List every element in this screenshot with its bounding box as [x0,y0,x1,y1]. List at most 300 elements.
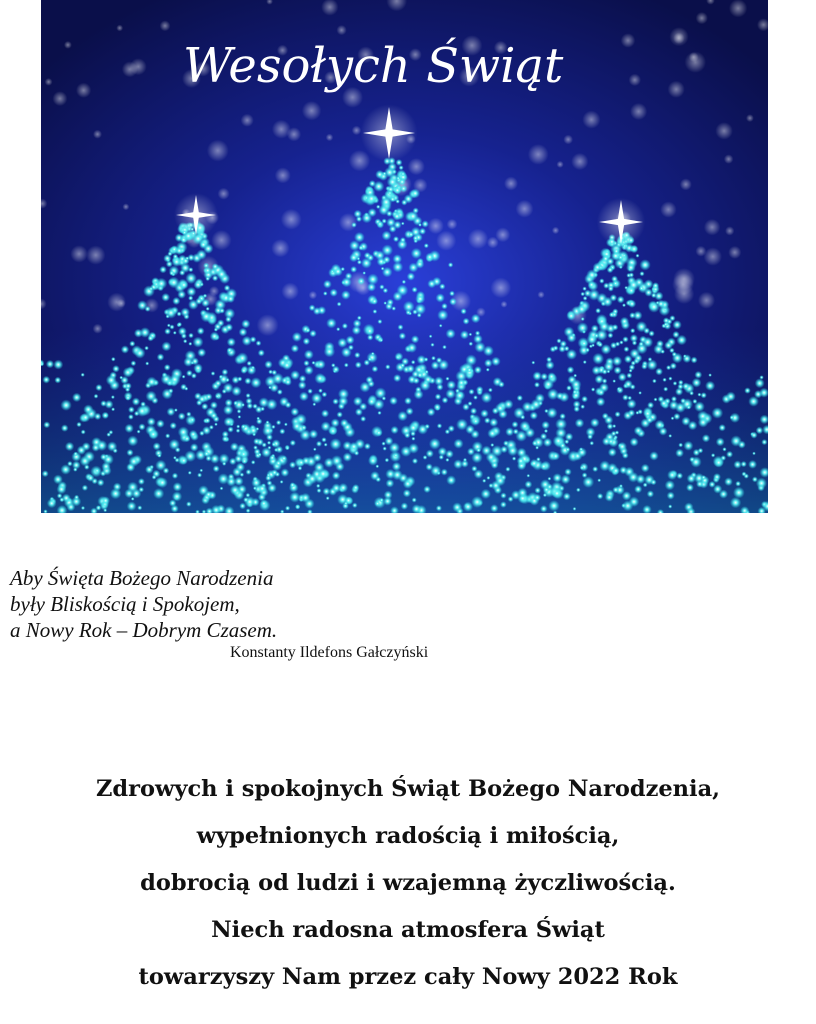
light-dot [309,304,316,311]
light-dot [471,314,481,324]
light-dot [759,375,763,379]
light-dot [204,267,212,275]
light-dot [298,466,303,471]
light-dot [617,442,627,452]
light-dot [270,383,279,392]
light-dot [630,437,639,446]
light-dot [393,453,398,458]
light-dot [367,283,376,292]
light-dot [206,307,210,311]
light-dot [498,381,505,388]
light-dot [225,399,233,407]
light-dot [411,360,416,365]
light-dot [126,449,133,456]
light-dot [238,415,242,419]
light-dot [292,421,303,432]
light-dot [250,377,261,388]
light-dot [407,343,417,353]
light-dot [573,507,577,511]
light-dot [437,423,442,428]
light-dot [427,408,436,417]
light-dot [145,465,154,474]
light-dot [375,429,382,436]
light-dot [473,395,478,400]
light-dot [241,458,247,464]
christmas-card-image [41,0,768,513]
light-dot [200,469,204,473]
light-dot [446,329,456,339]
light-dot [612,487,619,494]
light-dot [358,245,364,251]
light-dot [147,335,154,342]
light-dot [354,352,360,358]
light-dot [379,284,384,289]
light-dot [225,378,229,382]
light-dot [668,504,672,508]
light-dot [752,476,758,482]
light-dot [654,398,658,402]
light-dot [395,355,400,360]
light-dot [323,280,332,289]
light-dot [548,500,559,511]
light-dot [332,471,341,480]
light-dot [128,456,139,467]
light-dot [689,457,695,463]
light-dot [87,474,95,482]
light-dot [401,172,406,177]
light-dot [76,422,81,427]
light-dot [636,321,647,332]
light-dot [225,323,233,331]
light-dot [467,367,473,373]
light-dot [470,407,477,414]
light-dot [344,496,353,505]
light-dot [229,458,237,466]
light-dot [445,429,450,434]
light-dot [620,317,629,326]
light-dot [667,470,677,480]
light-dot [667,492,675,500]
light-dot [395,199,400,204]
light-dot [641,464,650,473]
light-dot [224,417,234,427]
light-dot [744,473,749,478]
light-dot [180,308,190,318]
light-dot [556,392,564,400]
light-dot [561,475,571,485]
light-dot [372,366,379,373]
light-dot [336,327,340,331]
light-dot [326,318,337,329]
light-dot [643,409,652,418]
light-dot [309,330,317,338]
light-dot [575,418,585,428]
light-dot [210,412,218,420]
light-dot [612,467,620,475]
light-dot [612,379,616,383]
light-dot [530,411,538,419]
light-dot [465,425,475,435]
light-dot [408,422,419,433]
light-dot [527,474,531,478]
light-dot [716,437,725,446]
light-dot [681,417,690,426]
light-dot [469,342,474,347]
light-dot [243,497,249,503]
light-dot [262,442,267,447]
light-dot [332,366,340,374]
light-dot [197,473,202,478]
light-dot [614,366,622,374]
poem-author: Konstanty Ildefons Gałczyński [230,644,429,661]
light-dot [566,311,576,321]
light-dot [559,442,566,449]
light-dot [701,475,706,480]
light-dot [675,388,683,396]
light-dot [239,503,246,510]
light-dot [290,482,296,488]
light-dot [253,438,260,445]
light-dot [492,407,499,414]
light-dot [140,401,146,407]
light-dot [111,395,115,399]
light-dot [110,488,121,499]
light-dot [611,431,617,437]
light-dot [152,475,157,480]
light-dot [237,376,242,381]
poem-line: Aby Święta Bożego Narodzenia [10,566,274,590]
light-dot [81,413,91,423]
light-dot [652,282,659,289]
light-dot [182,375,186,379]
light-dot [185,273,197,285]
light-dot [415,294,425,304]
light-dot [159,266,167,274]
light-dot [449,291,455,297]
light-dot [655,368,663,376]
light-dot [628,472,639,483]
light-dot [42,376,50,384]
light-dot [132,397,140,405]
light-dot [349,442,359,452]
light-dot [101,496,110,505]
light-dot [184,387,188,391]
light-dot [436,293,445,302]
light-dot [219,375,223,379]
light-dot [106,375,117,386]
light-dot [422,220,429,227]
light-dot [156,278,168,290]
light-dot [517,488,527,498]
light-dot [622,500,633,511]
light-dot [471,496,483,508]
light-dot [628,300,636,308]
light-dot [314,462,324,472]
light-dot [212,263,219,270]
light-dot [233,401,238,406]
light-dot [267,441,271,445]
light-dot [371,352,375,356]
light-dot [680,398,686,404]
light-dot [385,458,390,463]
light-dot [290,370,300,380]
light-dot [573,374,577,378]
light-dot [611,276,618,283]
light-dot [399,332,406,339]
light-dot [387,299,394,306]
poem-line: były Bliskością i Spokojem, [10,592,240,616]
light-dot [491,357,501,367]
light-dot [167,407,176,416]
light-dot [172,297,180,305]
light-dot [726,392,736,402]
light-dot [237,352,249,364]
light-dot [413,235,419,241]
light-dot [675,449,684,458]
light-dot [566,447,571,452]
light-dot [453,459,463,469]
light-dot [580,340,588,348]
light-dot [612,424,616,428]
light-dot [173,456,177,460]
light-dot [393,291,403,301]
light-dot [259,397,270,408]
light-dot [272,442,277,447]
light-dot [474,366,482,374]
light-dot [580,404,585,409]
light-dot [60,464,71,475]
light-dot [401,502,409,510]
light-dot [617,387,621,391]
light-dot [400,185,408,193]
light-dot [224,285,231,292]
light-dot [657,300,666,309]
light-dot [437,310,448,321]
light-dot [236,428,241,433]
light-dot [486,476,490,480]
light-dot [670,362,677,369]
light-dot [209,425,214,430]
light-dot [215,394,219,398]
light-dot [423,486,431,494]
light-dot [337,338,347,348]
light-dot [312,402,316,406]
light-dot [231,386,241,396]
light-dot [157,353,165,361]
light-dot [188,267,193,272]
light-dot [196,249,207,260]
light-dot [303,338,311,346]
light-dot [180,456,189,465]
light-dot [646,359,657,370]
light-dot [659,399,668,408]
light-dot [189,417,195,423]
light-dot [313,453,322,462]
light-dot [196,400,202,406]
light-dot [134,348,145,359]
light-dot [249,426,259,436]
light-dot [540,462,548,470]
light-dot [390,196,396,202]
light-dot [429,438,441,450]
light-dot [185,256,189,260]
light-dot [486,452,497,463]
light-dot [389,225,397,233]
light-dot [94,394,99,399]
light-dot [181,333,187,339]
light-dot [617,296,625,304]
light-dot [170,422,177,429]
light-dot [668,377,672,381]
light-dot [634,485,642,493]
light-dot [386,210,393,217]
light-dot [487,428,497,438]
light-dot [145,362,149,366]
light-dot [239,328,248,337]
light-dot [448,262,453,267]
light-dot [500,492,506,498]
light-dot [594,333,599,338]
light-dot [517,448,527,458]
light-dot [284,423,288,427]
light-dot [368,456,378,466]
light-dot [403,479,413,489]
light-dot [590,441,595,446]
wish-line: Zdrowych i spokojnych Świąt Bożego Narodzenia, [95,776,720,802]
light-dot [576,488,581,493]
light-dot [436,505,442,511]
light-dot [630,245,639,254]
light-dot [730,497,741,508]
light-dot [353,319,362,328]
light-dot [357,277,365,285]
light-dot [153,488,164,499]
light-dot [618,255,624,261]
light-dot [371,298,378,305]
light-dot [299,392,309,402]
light-dot [379,338,383,342]
light-dot [383,446,387,450]
light-dot [462,403,470,411]
light-dot [384,491,393,500]
light-dot [425,253,434,262]
light-dot [366,193,378,205]
light-dot [638,409,643,414]
light-dot [324,346,336,358]
light-dot [337,411,343,417]
light-dot [187,287,197,297]
light-dot [629,312,636,319]
light-dot [157,477,168,488]
light-dot [267,480,273,486]
light-dot [612,324,619,331]
light-dot [414,390,424,400]
light-dot [138,478,145,485]
light-dot [596,397,605,406]
light-dot [686,484,694,492]
light-dot [131,360,137,366]
light-dot [630,334,638,342]
light-dot [236,425,240,429]
light-dot [592,366,602,376]
light-dot [355,361,362,368]
light-dot [94,468,100,474]
light-dot [711,453,715,457]
light-dot [671,396,677,402]
light-dot [360,416,366,422]
light-dot [398,324,404,330]
light-dot [628,409,635,416]
light-dot [188,471,192,475]
light-dot [676,472,683,479]
light-dot [404,397,412,405]
light-dot [178,412,186,420]
light-dot [289,461,296,468]
light-dot [453,439,463,449]
light-dot [350,266,357,273]
light-dot [540,505,548,513]
light-dot [639,259,650,270]
light-dot [72,393,81,402]
light-dot [580,466,585,471]
light-dot [488,388,493,393]
light-dot [349,253,358,262]
light-dot [303,360,309,366]
light-dot [173,482,183,492]
light-dot [216,269,227,280]
light-dot [362,271,366,275]
light-dot [649,451,658,460]
light-dot [712,407,724,419]
light-dot [329,427,338,436]
light-dot [111,357,116,362]
light-dot [402,280,406,284]
light-dot [724,477,733,486]
light-dot [597,388,605,396]
light-dot [311,393,322,404]
light-dot [128,406,135,413]
light-dot [200,311,212,323]
light-dot [672,331,679,338]
light-dot [417,372,424,379]
light-dot [544,429,548,433]
light-dot [285,506,290,511]
light-dot [590,418,600,428]
light-dot [227,426,233,432]
light-dot [563,492,571,500]
light-dot [495,475,506,486]
light-dot [354,232,365,243]
light-dot [281,468,290,477]
light-dot [647,490,654,497]
light-dot [121,345,129,353]
light-dot [652,379,657,384]
light-dot [284,378,292,386]
light-dot [592,466,598,472]
light-dot [94,413,101,420]
light-dot [210,332,220,342]
light-dot [702,434,710,442]
light-dot [507,445,518,456]
light-dot [164,328,171,335]
light-dot [177,322,182,327]
light-dot [622,394,629,401]
light-dot [193,337,204,348]
light-dot [566,385,572,391]
light-dot [595,375,604,384]
light-dot [607,332,613,338]
light-dot [606,257,614,265]
